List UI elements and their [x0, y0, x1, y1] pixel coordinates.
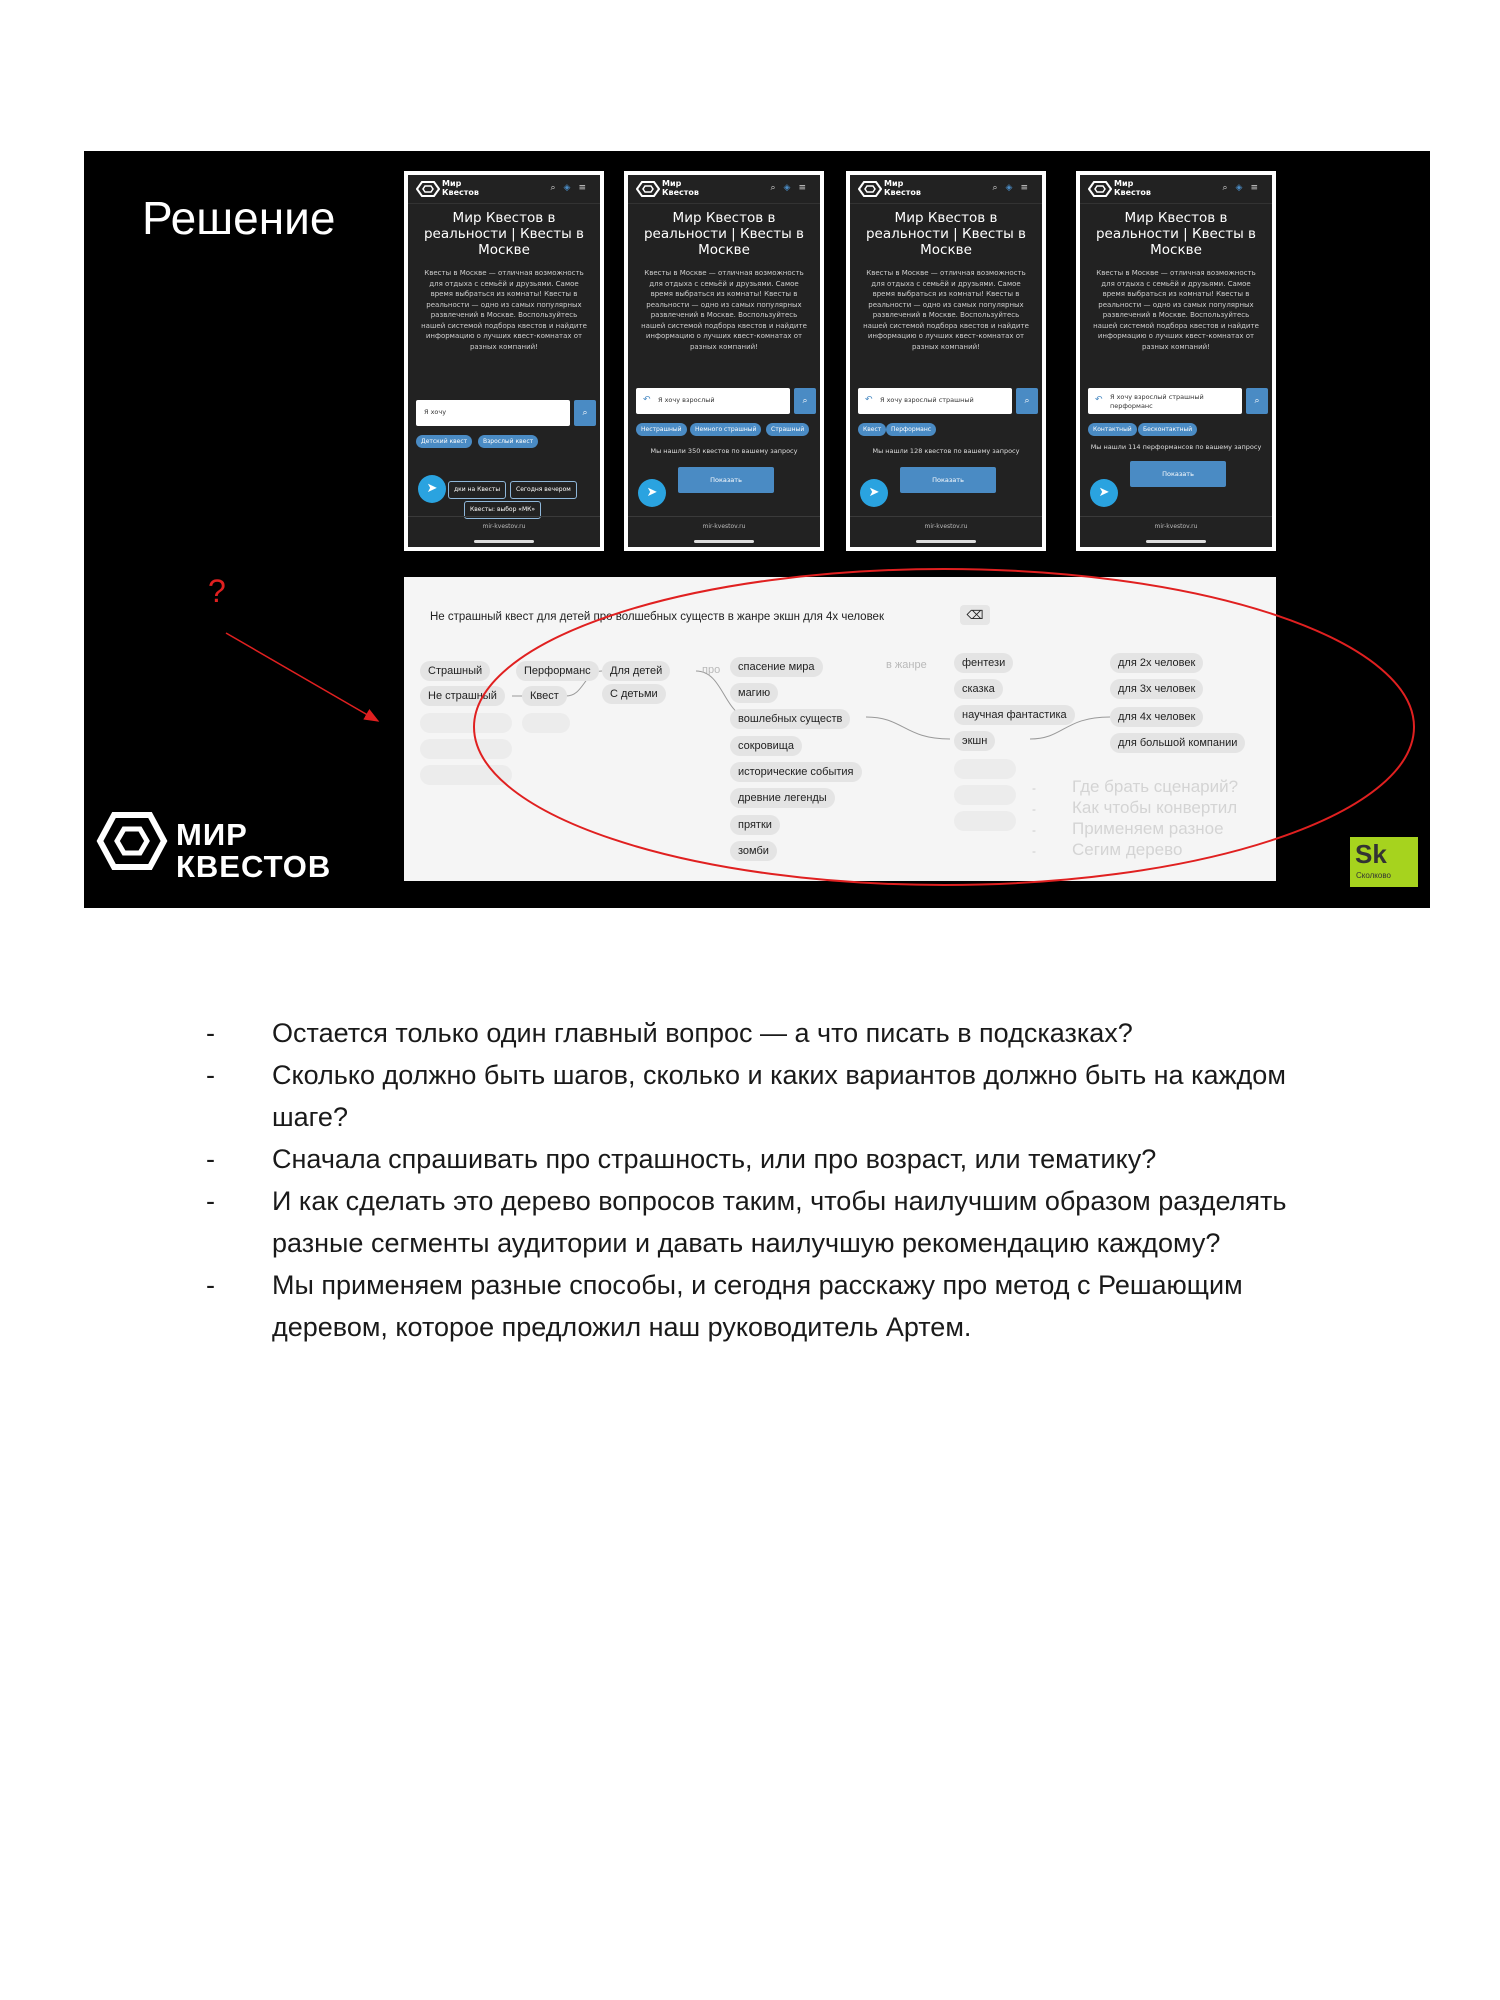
show-button[interactable]: Показать [900, 467, 996, 493]
search-input[interactable]: ↶ Я хочу взрослый страшный перформанс [1088, 388, 1242, 414]
search-button[interactable]: ⌕ [1246, 388, 1268, 414]
list-item: - Мы применяем разные способы, и сегодня расскажу про метод с Решающим деревом, которое предложил наш руководитель Артем. [206, 1270, 1243, 1342]
tree-notes: - Где брать сценарий? - Как чтобы конвертил - Применяем разное - Сегим дерево [1032, 777, 1239, 859]
mir-kvestov-logo-icon [96, 811, 168, 871]
bookmark-icon: ◈ [1005, 183, 1021, 193]
tree-option[interactable]: экшн [954, 731, 995, 751]
tree-option[interactable]: Квест [522, 686, 567, 706]
phone-footer: mir-kvestov.ru [850, 516, 1042, 537]
tree-option[interactable]: Страшный [420, 661, 490, 681]
phone-heading: Мир Квестов в реальности | Квесты в Москве [423, 210, 585, 258]
search-button[interactable]: ⌕ [1016, 388, 1038, 414]
tree-option[interactable]: сказка [954, 679, 1003, 699]
menu-icon: ≡ [1020, 183, 1036, 193]
tree-option[interactable]: С детьми [602, 684, 666, 704]
search-input[interactable]: ↶ Я хочу взрослый [636, 388, 790, 414]
tree-label-genre: в жанре [886, 659, 927, 671]
search-input[interactable]: Я хочу [416, 400, 570, 426]
suggestion-chip[interactable]: Детский квест [416, 435, 472, 448]
bookmark-icon: ◈ [1235, 183, 1251, 193]
suggestion-chip[interactable]: Бесконтактный [1138, 423, 1197, 436]
results-count: Мы нашли 128 квестов по вашему запросу [872, 447, 1020, 455]
phone-description: Квесты в Москве — отличная возможность для отдыха с семьёй и друзьями. Самое время выбраться из комнаты! Квесты в реальности — одно из самых популярных развлечений в Москве. Воспользуйтесь нашей системой подбора квестов и найдите информацию о лучших квест-комнатах от разных компаний! [641, 269, 807, 351]
search-button[interactable]: ⌕ [574, 400, 596, 426]
tree-option[interactable]: Не страшный [420, 686, 505, 706]
list-item: - Сколько должно быть шагов, сколько и каких вариантов должно быть на каждом шаге? [206, 1060, 1286, 1132]
phone-brand: Мир Квестов [884, 179, 921, 197]
undo-icon: ↶ [643, 395, 651, 405]
phone-footer: mir-kvestov.ru [1080, 516, 1272, 537]
phone-brand: Мир Квестов [662, 179, 699, 197]
suggestion-chip[interactable]: Квест [858, 423, 886, 436]
tree-option[interactable]: Перформанс [516, 661, 599, 681]
phone-footer: mir-kvestov.ru [628, 516, 820, 537]
menu-icon: ≡ [578, 183, 594, 193]
speaker-notes-list [206, 1012, 1326, 1348]
tree-option[interactable]: для большой компании [1110, 733, 1245, 753]
phone-heading: Мир Квестов в реальности | Квесты в Москве [865, 210, 1027, 258]
results-count: Мы нашли 114 перформансов по вашему запросу [1090, 443, 1262, 451]
quick-link[interactable]: Сегодня вечером [510, 481, 577, 499]
phone-heading: Мир Квестов в реальности | Квесты в Москве [643, 210, 805, 258]
undo-icon: ↶ [865, 395, 873, 405]
question-mark: ? [208, 573, 226, 609]
list-item: - Сначала спрашивать про страшность, или про возраст, или тематику? [206, 1144, 1157, 1174]
menu-icon: ≡ [1250, 183, 1266, 193]
search-icon: ⌕ [550, 183, 564, 193]
search-icon: ⌕ [1222, 183, 1236, 193]
tree-option[interactable]: вошлебных существ [730, 709, 850, 729]
results-count: Мы нашли 350 квестов по вашему запросу [650, 447, 798, 455]
phone-description: Квесты в Москве — отличная возможность для отдыха с семьёй и друзьями. Самое время выбраться из комнаты! Квесты в реальности — одно из самых популярных развлечений в Москве. Воспользуйтесь нашей системой подбора квестов и найдите информацию о лучших квест-комнатах от разных компаний! [1093, 269, 1259, 351]
slide-title: Решение [142, 192, 336, 244]
suggestion-chip[interactable]: Страшный [766, 423, 809, 436]
skolkovo-logo: Sk Сколково [1350, 837, 1418, 887]
telegram-icon[interactable]: ➤ [860, 479, 888, 507]
search-icon: ⌕ [770, 183, 784, 193]
menu-icon: ≡ [798, 183, 814, 193]
quick-link[interactable]: дки на Квесты [448, 481, 506, 499]
tree-option[interactable]: Для детей [602, 661, 670, 681]
tree-option[interactable]: магию [730, 683, 778, 703]
phone-description: Квесты в Москве — отличная возможность для отдыха с семьёй и друзьями. Самое время выбраться из комнаты! Квесты в реальности — одно из самых популярных развлечений в Москве. Воспользуйтесь нашей системой подбора квестов и найдите информацию о лучших квест-комнатах от разных компаний! [421, 269, 587, 351]
undo-icon: ↶ [1095, 395, 1103, 405]
bookmark-icon: ◈ [563, 183, 579, 193]
show-button[interactable]: Показать [1130, 461, 1226, 487]
tree-option[interactable]: для 2х человек [1110, 653, 1203, 673]
suggestion-chip[interactable]: Немного страшный [690, 423, 761, 436]
red-annotation [84, 151, 1430, 908]
show-button[interactable]: Показать [678, 467, 774, 493]
tree-option[interactable]: прятки [730, 815, 780, 835]
telegram-icon[interactable]: ➤ [1090, 479, 1118, 507]
tree-option[interactable]: фентези [954, 653, 1013, 673]
tree-label-about: про [702, 664, 721, 676]
tree-option[interactable]: научная фантастика [954, 705, 1075, 725]
tree-query: Не страшный квест для детей про волшебных существ в жанре экшн для 4х человек [430, 611, 884, 623]
phone-description: Квесты в Москве — отличная возможность для отдыха с семьёй и друзьями. Самое время выбраться из комнаты! Квесты в реальности — одно из самых популярных развлечений в Москве. Воспользуйтесь нашей системой подбора квестов и найдите информацию о лучших квест-комнатах от разных компаний! [863, 269, 1029, 351]
tree-option[interactable]: для 3х человек [1110, 679, 1203, 699]
telegram-icon[interactable]: ➤ [418, 475, 446, 503]
tree-option[interactable]: для 4х человек [1110, 707, 1203, 727]
tree-option[interactable]: древние легенды [730, 788, 835, 808]
tree-option[interactable]: исторические события [730, 762, 862, 782]
list-item: - И как сделать это дерево вопросов таким, чтобы наилучшим образом разделять разные сегменты аудитории и давать наилучшую рекомендацию каждому? [206, 1186, 1287, 1258]
tree-option[interactable]: сокровища [730, 736, 802, 756]
list-item: - Остается только один главный вопрос — а что писать в подсказках? [206, 1018, 1133, 1048]
brand-name: МИР КВЕСТОВ [176, 817, 332, 884]
quick-link[interactable]: Квесты: выбор «МК» [464, 501, 541, 519]
search-button[interactable]: ⌕ [794, 388, 816, 414]
tree-option[interactable]: зомби [730, 841, 777, 861]
suggestion-chip[interactable]: Контактный [1088, 423, 1137, 436]
phone-footer: mir-kvestov.ru [408, 516, 600, 537]
suggestion-chip[interactable]: Взрослый квест [478, 435, 538, 448]
phone-brand: Мир Квестов [442, 179, 479, 197]
telegram-icon[interactable]: ➤ [638, 479, 666, 507]
bookmark-icon: ◈ [783, 183, 799, 193]
phone-brand: Мир Квестов [1114, 179, 1151, 197]
search-input[interactable]: ↶ Я хочу взрослый страшный [858, 388, 1012, 414]
suggestion-chip[interactable]: Нестрашный [636, 423, 687, 436]
slide [84, 151, 1430, 908]
phone-heading: Мир Квестов в реальности | Квесты в Москве [1095, 210, 1257, 258]
suggestion-chip[interactable]: Перформанс [886, 423, 936, 436]
backspace-icon[interactable]: ⌫ [960, 605, 990, 625]
tree-option[interactable]: спасение мира [730, 657, 823, 677]
search-icon: ⌕ [992, 183, 1006, 193]
